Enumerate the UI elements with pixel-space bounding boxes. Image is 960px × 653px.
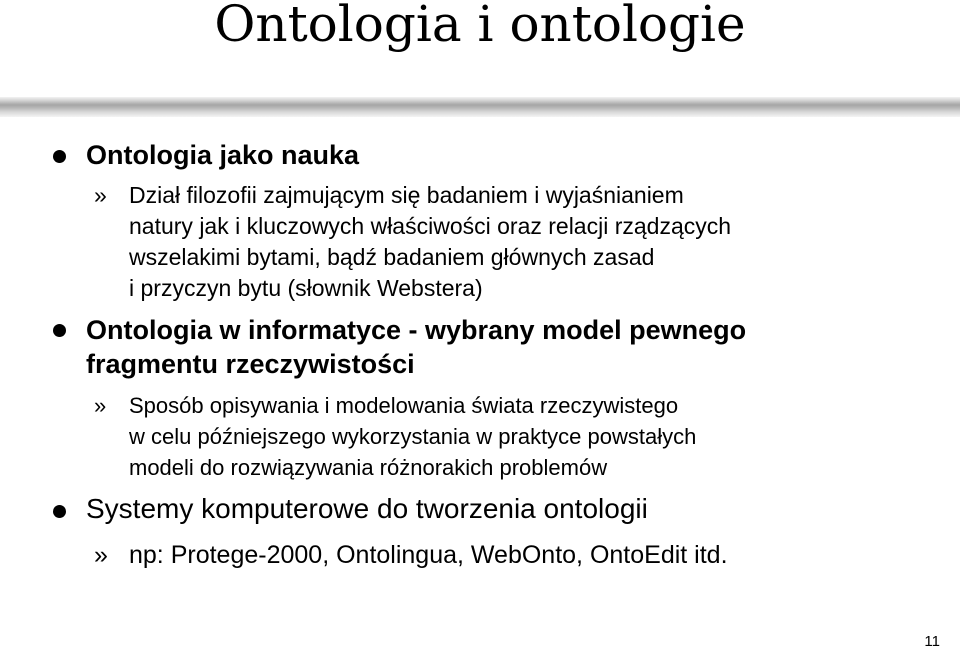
sub-bullet-line: natury jak i kluczowych właściwości oraz relacji rządzących <box>129 213 732 239</box>
bullet-line: fragmentu rzeczywistości <box>86 349 415 379</box>
sub-bullet-definition-webster <box>94 180 904 304</box>
bullet-line: Ontologia w informatyce - wybrany model pewnego <box>86 315 747 345</box>
sub-bullet-line: i przyczyn bytu (słownik Webstera) <box>129 275 483 301</box>
slide-title: Ontologia i ontologie <box>214 0 746 53</box>
sub-bullet-sposob-opisywania <box>94 390 904 483</box>
sub-bullet-line: Sposób opisywania i modelowania świata rzeczywistego <box>129 393 679 418</box>
bullet-ontologia-w-informatyce <box>86 313 746 381</box>
sub-bullet-line: wszelakimi bytami, bądź badaniem głównych zasad <box>129 244 655 270</box>
bullet-dot <box>53 324 66 337</box>
bullet-dot <box>53 150 66 163</box>
sub-bullet-tools-list <box>94 538 944 572</box>
sub-bullet-line: w celu późniejszego wykorzystania w praktyce powstałych <box>129 424 697 449</box>
bullet-systemy-komputerowe: Systemy komputerowe do tworzenia ontologii <box>86 493 648 524</box>
page-number: 11 <box>924 633 940 650</box>
sub-bullet-line: np: Protege-2000, Ontolingua, WebOnto, OntoEdit itd. <box>129 541 728 569</box>
sub-bullet-line: modeli do rozwiązywania różnorakich problemów <box>129 455 608 480</box>
sub-bullet-marker: » <box>94 541 108 569</box>
sub-bullet-line: Dział filozofii zajmującym się badaniem i wyjaśnianiem <box>129 182 684 208</box>
sub-bullet-marker: » <box>94 393 107 418</box>
bullet-ontologia-jako-nauka: Ontologia jako nauka <box>86 140 360 170</box>
bullet-dot <box>53 505 66 518</box>
sub-bullet-marker: » <box>94 182 107 208</box>
title-divider <box>0 97 960 117</box>
